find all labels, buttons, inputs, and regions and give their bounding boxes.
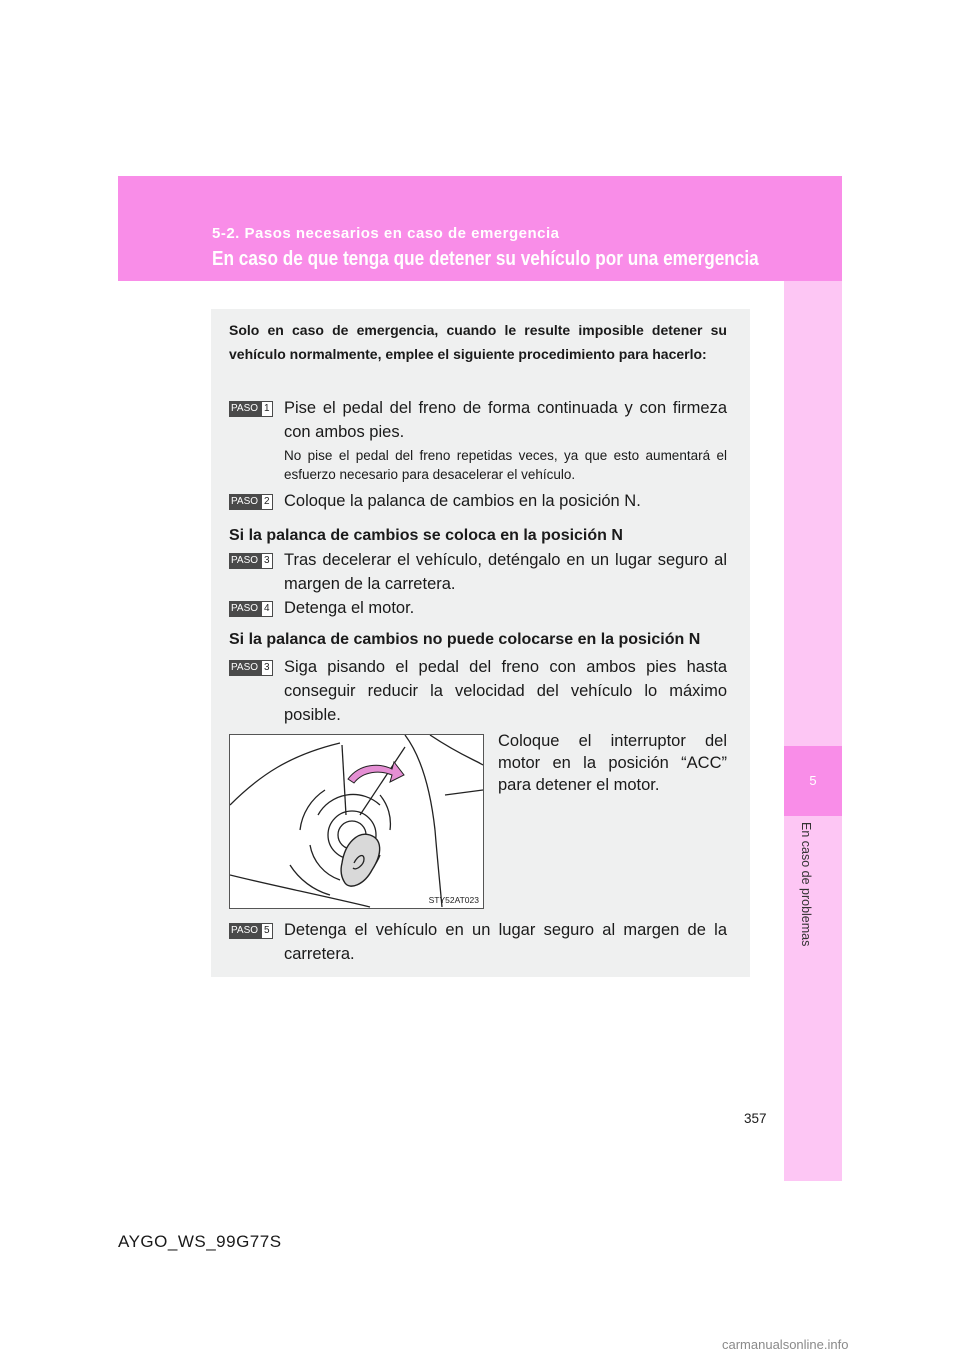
side-tab	[784, 281, 842, 1181]
illustration-code: STY52AT023	[428, 895, 479, 905]
step-text: Coloque la palanca de cambios en la posición N.	[284, 492, 641, 510]
step-text: Detenga el motor.	[284, 599, 415, 617]
step-text: Siga pisando el pedal del freno con ambos pies hasta conseguir reducir la velocidad del vehículo lo máximo posible.	[284, 658, 727, 724]
step-text: Tras decelerar el vehículo, deténgalo en un lugar seguro al margen de la carretera.	[284, 551, 727, 593]
chapter-number: 5	[784, 746, 842, 816]
case-b-step-5	[229, 918, 727, 966]
step-text: Pise el pedal del freno de forma continuada y con firmeza con ambos pies.	[284, 399, 727, 441]
step-badge: PASO 3	[229, 660, 273, 676]
case-b-step-3	[229, 655, 727, 727]
case-b-heading: Si la palanca de cambios no puede colocarse en la posición N	[229, 631, 701, 648]
chapter-title: En caso de problemas	[799, 822, 813, 947]
document-code: AYGO_WS_99G77S	[118, 1232, 282, 1251]
step-badge: PASO 2	[229, 494, 273, 510]
page-title: En caso de que tenga que detener su vehículo por una emergencia	[212, 248, 759, 270]
step-badge: PASO 4	[229, 601, 273, 617]
step-text: Detenga el vehículo en un lugar seguro al margen de la carretera.	[284, 921, 727, 963]
step-1	[229, 396, 727, 444]
step-2	[229, 489, 727, 513]
case-a-heading: Si la palanca de cambios se coloca en la posición N	[229, 527, 623, 544]
case-a-step-3	[229, 548, 727, 596]
step-badge: PASO 1	[229, 401, 273, 417]
ignition-key-icon	[230, 735, 483, 908]
page-number: 357	[744, 1111, 767, 1126]
case-a-step-4	[229, 596, 727, 620]
step-1-note: No pise el pedal del freno repetidas veces, ya que esto aumentará el esfuerzo necesario para desacelerar el vehículo.	[284, 448, 727, 482]
watermark[interactable]: carmanualsonline.info	[722, 1337, 849, 1352]
case-b-step-4-text: Coloque el interruptor del motor en la posición “ACC” para detener el motor.	[498, 732, 727, 794]
intro-paragraph: Solo en caso de emergencia, cuando le resulte imposible detener su vehículo normalmente, emplee el siguiente procedimiento para hacerlo:	[229, 322, 727, 362]
step-badge: PASO 5	[229, 923, 273, 939]
step-badge: PASO 3	[229, 553, 273, 569]
ignition-key-illustration	[229, 734, 484, 909]
section-label: 5-2. Pasos necesarios en caso de emergencia	[212, 225, 560, 242]
